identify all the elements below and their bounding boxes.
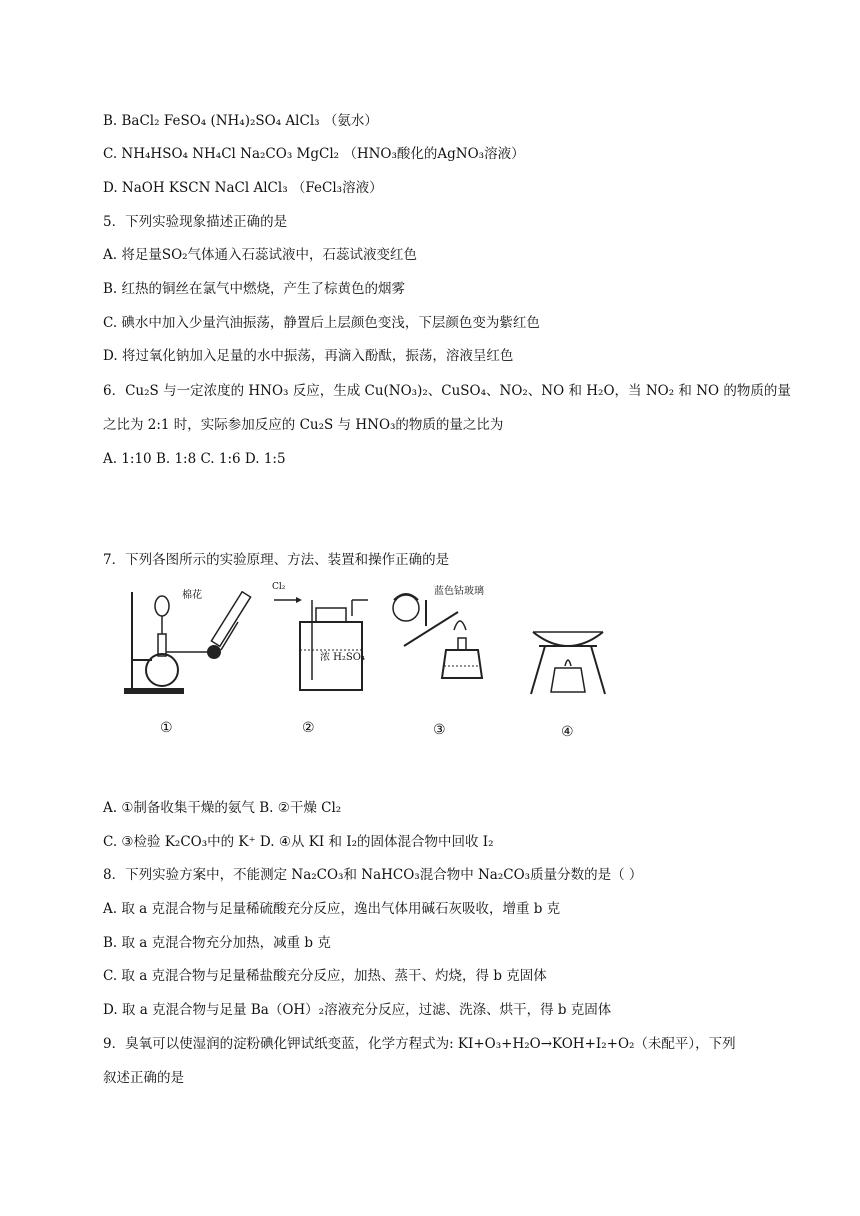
figure-4-evaporating-dish <box>523 582 613 702</box>
q7-options-ab: A. ①制备收集干燥的氨气 B. ②干燥 Cl₂ <box>103 800 342 816</box>
q7-stem: 7．下列各图所示的实验原理、方法、装置和操作正确的是 <box>103 552 450 568</box>
q4-option-b: B. BaCl₂ FeSO₄ (NH₄)₂SO₄ AlCl₃ （氨水） <box>103 113 378 129</box>
figure-2-gas-label: Cl₂ <box>272 582 286 592</box>
q8-option-d: D. 取 a 克混合物与足量 Ba（OH）₂溶液充分反应，过滤、洗涤、烘干，得 b 克固体 <box>103 1002 612 1018</box>
q8-stem: 8．下列实验方案中，不能测定 Na₂CO₃和 NaHCO₃混合物中 Na₂CO₃质量分数的是（ ） <box>103 867 643 883</box>
figure-3-cobalt-glass-label: 蓝色钴玻璃 <box>434 586 484 597</box>
q8-option-a: A. 取 a 克混合物与足量稀硫酸充分反应，逸出气体用碱石灰吸收，增重 b 克 <box>103 901 561 917</box>
q9-stem-line1: 9．臭氧可以使湿润的淀粉碘化钾试纸变蓝，化学方程式为: KI+O₃+H₂O→KOH+I₂+O₂（未配平），下列 <box>103 1036 736 1052</box>
q5-option-a: A. 将足量SO₂气体通入石蕊试液中，石蕊试液变红色 <box>103 247 418 263</box>
q4-option-c: C. NH₄HSO₄ NH₄Cl Na₂CO₃ MgCl₂ （HNO₃酸化的AgNO₃溶液） <box>103 146 525 162</box>
q9-stem-line2: 叙述正确的是 <box>103 1070 184 1086</box>
figure-label-4: ④ <box>561 724 574 740</box>
q7-figures <box>118 582 618 762</box>
figure-label-2: ② <box>302 720 315 736</box>
q5-option-d: D. 将过氧化钠加入足量的水中振荡，再滴入酚酞，振荡，溶液呈红色 <box>103 348 514 364</box>
q6-options: A. 1:10 B. 1:8 C. 1:6 D. 1:5 <box>103 451 286 467</box>
q6-stem-line1: 6．Cu₂S 与一定浓度的 HNO₃ 反应，生成 Cu(NO₃)₂、CuSO₄、NO₂、NO 和 H₂O，当 NO₂ 和 NO 的物质的量 <box>103 383 791 399</box>
q5-option-c: C. 碘水中加入少量汽油振荡，静置后上层颜色变浅，下层颜色变为紫红色 <box>103 315 540 331</box>
figure-2-acid-label: 浓 H₂SO₄ <box>320 652 365 663</box>
figure-1-apparatus <box>118 582 258 702</box>
q5-stem: 5．下列实验现象描述正确的是 <box>103 214 288 230</box>
figure-2-gas-washing-bottle <box>268 582 378 702</box>
q6-stem-line2: 之比为 2:1 时，实际参加反应的 Cu₂S 与 HNO₃的物质的量之比为 <box>103 417 504 433</box>
figure-label-1: ① <box>160 720 173 736</box>
figure-3-flame-test <box>386 582 506 702</box>
figure-1-cotton-label: 棉花 <box>182 590 202 601</box>
q7-options-cd: C. ③检验 K₂CO₃中的 K⁺ D. ④从 KI 和 I₂的固体混合物中回收 I₂ <box>103 834 494 850</box>
q5-option-b: B. 红热的铜丝在氯气中燃烧，产生了棕黄色的烟雾 <box>103 281 406 297</box>
q4-option-d: D. NaOH KSCN NaCl AlCl₃ （FeCl₃溶液） <box>103 180 383 196</box>
q8-option-b: B. 取 a 克混合物充分加热，减重 b 克 <box>103 935 331 951</box>
q8-option-c: C. 取 a 克混合物与足量稀盐酸充分反应，加热、蒸干、灼烧，得 b 克固体 <box>103 968 547 984</box>
figure-label-3: ③ <box>433 722 446 738</box>
